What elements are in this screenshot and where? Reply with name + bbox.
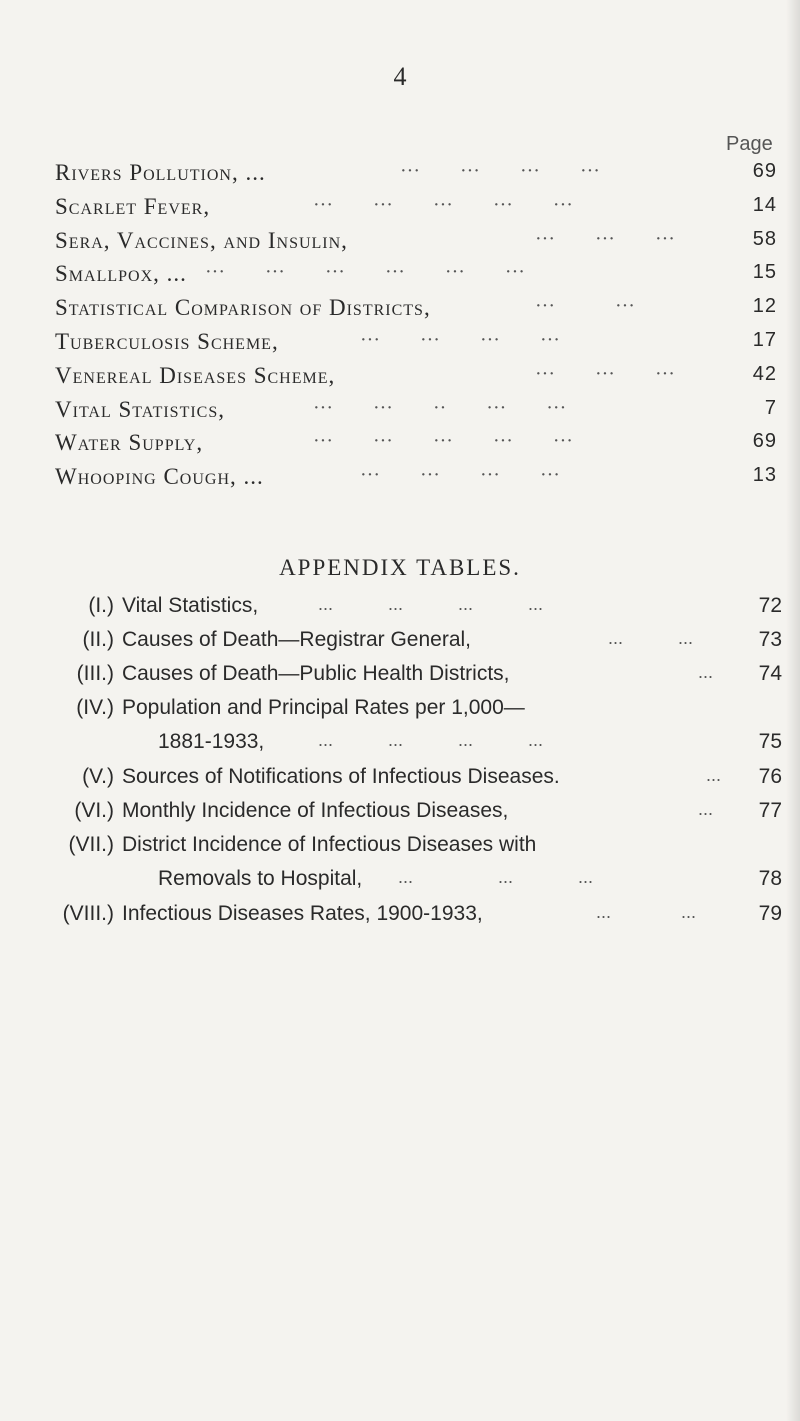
appendix-entry-number: (II.)	[82, 628, 114, 651]
dot-leader: ··· ··· ··· ··· ··· ···	[205, 261, 525, 284]
index-entry-page: 69	[752, 430, 777, 453]
dot-leader: ··· ··· ··· ··· ···	[313, 430, 573, 453]
appendix-entry-title: Infectious Diseases Rates, 1900-1933,	[122, 902, 483, 925]
appendix-entry-number: (V.)	[82, 765, 114, 788]
dot-leader: ... ...	[596, 902, 697, 922]
appendix-entry-number: (I.)	[88, 594, 114, 617]
appendix-entry-number: (VII.)	[68, 833, 114, 856]
dot-leader: ··· ··· ···	[535, 362, 675, 385]
page-column-header: Page	[726, 133, 773, 155]
appendix-entry-page: 72	[758, 594, 782, 617]
dot-leader: ··· ··· ··· ··· ···	[313, 193, 573, 216]
appendix-entry-title: Vital Statistics,	[122, 594, 259, 617]
dot-leader: ... ...	[608, 628, 694, 648]
appendix-entry	[0, 628, 800, 662]
appendix-entry-title: Population and Principal Rates per 1,000—	[122, 696, 525, 719]
appendix-entry-number: (VI.)	[74, 799, 114, 822]
appendix-entry-page: 73	[758, 628, 782, 651]
appendix-entry-page: 78	[758, 867, 782, 890]
index-entry-page: 7	[764, 396, 777, 419]
index-list	[55, 160, 795, 498]
index-entry-page: 69	[752, 160, 777, 182]
dot-leader: ··· ··· ·· ··· ···	[313, 396, 567, 419]
index-entry-page: 15	[752, 261, 777, 284]
appendix-entry-number: (III.)	[76, 662, 114, 685]
appendix-entry	[0, 902, 800, 936]
index-entry-page: 58	[752, 227, 777, 250]
dot-leader: ...	[698, 799, 714, 819]
index-entry-label: Statistical Comparison of Districts,	[55, 295, 431, 321]
dot-leader: ··· ··· ···	[535, 227, 675, 250]
index-entry-label: Scarlet Fever,	[55, 193, 211, 219]
index-entry	[55, 430, 795, 464]
index-entry	[55, 464, 795, 498]
dot-leader: ...	[706, 765, 722, 785]
index-entry-page: 17	[752, 328, 777, 351]
appendix-entry	[0, 765, 800, 799]
dot-leader: ... ... ... ...	[318, 594, 544, 614]
index-entry	[55, 194, 795, 228]
appendix-entry	[0, 833, 800, 902]
appendix-list	[0, 594, 800, 936]
index-entry-label: Water Supply,	[55, 430, 204, 456]
index-entry-page: 13	[752, 464, 777, 487]
dot-leader: ... ... ... ...	[318, 730, 544, 750]
appendix-entry-number: (IV.)	[76, 696, 114, 719]
appendix-entry-title-continued: 1881-1933,	[158, 730, 265, 753]
appendix-entry-page: 77	[758, 799, 782, 822]
dot-leader: ··· ··· ··· ···	[360, 328, 560, 351]
dot-leader: ··· ··· ··· ···	[360, 464, 560, 487]
index-entry-label: Smallpox, ...	[55, 261, 187, 287]
index-entry	[55, 160, 795, 194]
appendix-entry	[0, 594, 800, 628]
index-entry-label: Vital Statistics,	[55, 396, 225, 422]
appendix-entry-page: 74	[758, 662, 782, 685]
index-entry-label: Rivers Pollution, ...	[55, 160, 266, 185]
dot-leader: ... ... ...	[398, 867, 594, 887]
index-entry	[55, 397, 795, 431]
appendix-entry-title: Monthly Incidence of Infectious Diseases,	[122, 799, 509, 822]
index-entry	[55, 228, 795, 262]
index-entry	[55, 261, 795, 295]
index-entry-page: 14	[752, 193, 777, 216]
index-entry-page: 12	[752, 295, 777, 318]
appendix-entry-page: 76	[758, 765, 782, 788]
dot-leader: ··· ··· ··· ···	[400, 160, 600, 182]
appendix-entry-title: Causes of Death—Public Health Districts,	[122, 662, 510, 685]
appendix-title: APPENDIX TABLES.	[279, 555, 521, 580]
index-entry-label: Sera, Vaccines, and Insulin,	[55, 227, 348, 253]
page-number: 4	[393, 62, 407, 91]
index-entry	[55, 329, 795, 363]
dot-leader: ...	[698, 662, 714, 682]
appendix-entry	[0, 799, 800, 833]
appendix-entry-title-continued: Removals to Hospital,	[158, 867, 363, 890]
index-entry-label: Venereal Diseases Scheme,	[55, 362, 336, 388]
appendix-entry-title: District Incidence of Infectious Diseases with	[122, 833, 537, 856]
index-entry-label: Whooping Cough, ...	[55, 464, 264, 490]
index-entry	[55, 295, 795, 329]
index-entry-label: Tuberculosis Scheme,	[55, 328, 279, 354]
appendix-entry-page: 75	[758, 730, 782, 753]
appendix-entry-page: 79	[758, 902, 782, 925]
appendix-entry-title: Causes of Death—Registrar General,	[122, 628, 471, 651]
index-entry-page: 42	[752, 362, 777, 385]
index-entry	[55, 363, 795, 397]
dot-leader: ··· ···	[535, 295, 635, 318]
appendix-entry-number: (VIII.)	[62, 902, 114, 925]
appendix-entry-title: Sources of Notifications of Infectious Diseases.	[122, 765, 560, 788]
appendix-entry	[0, 696, 800, 765]
appendix-entry	[0, 662, 800, 696]
